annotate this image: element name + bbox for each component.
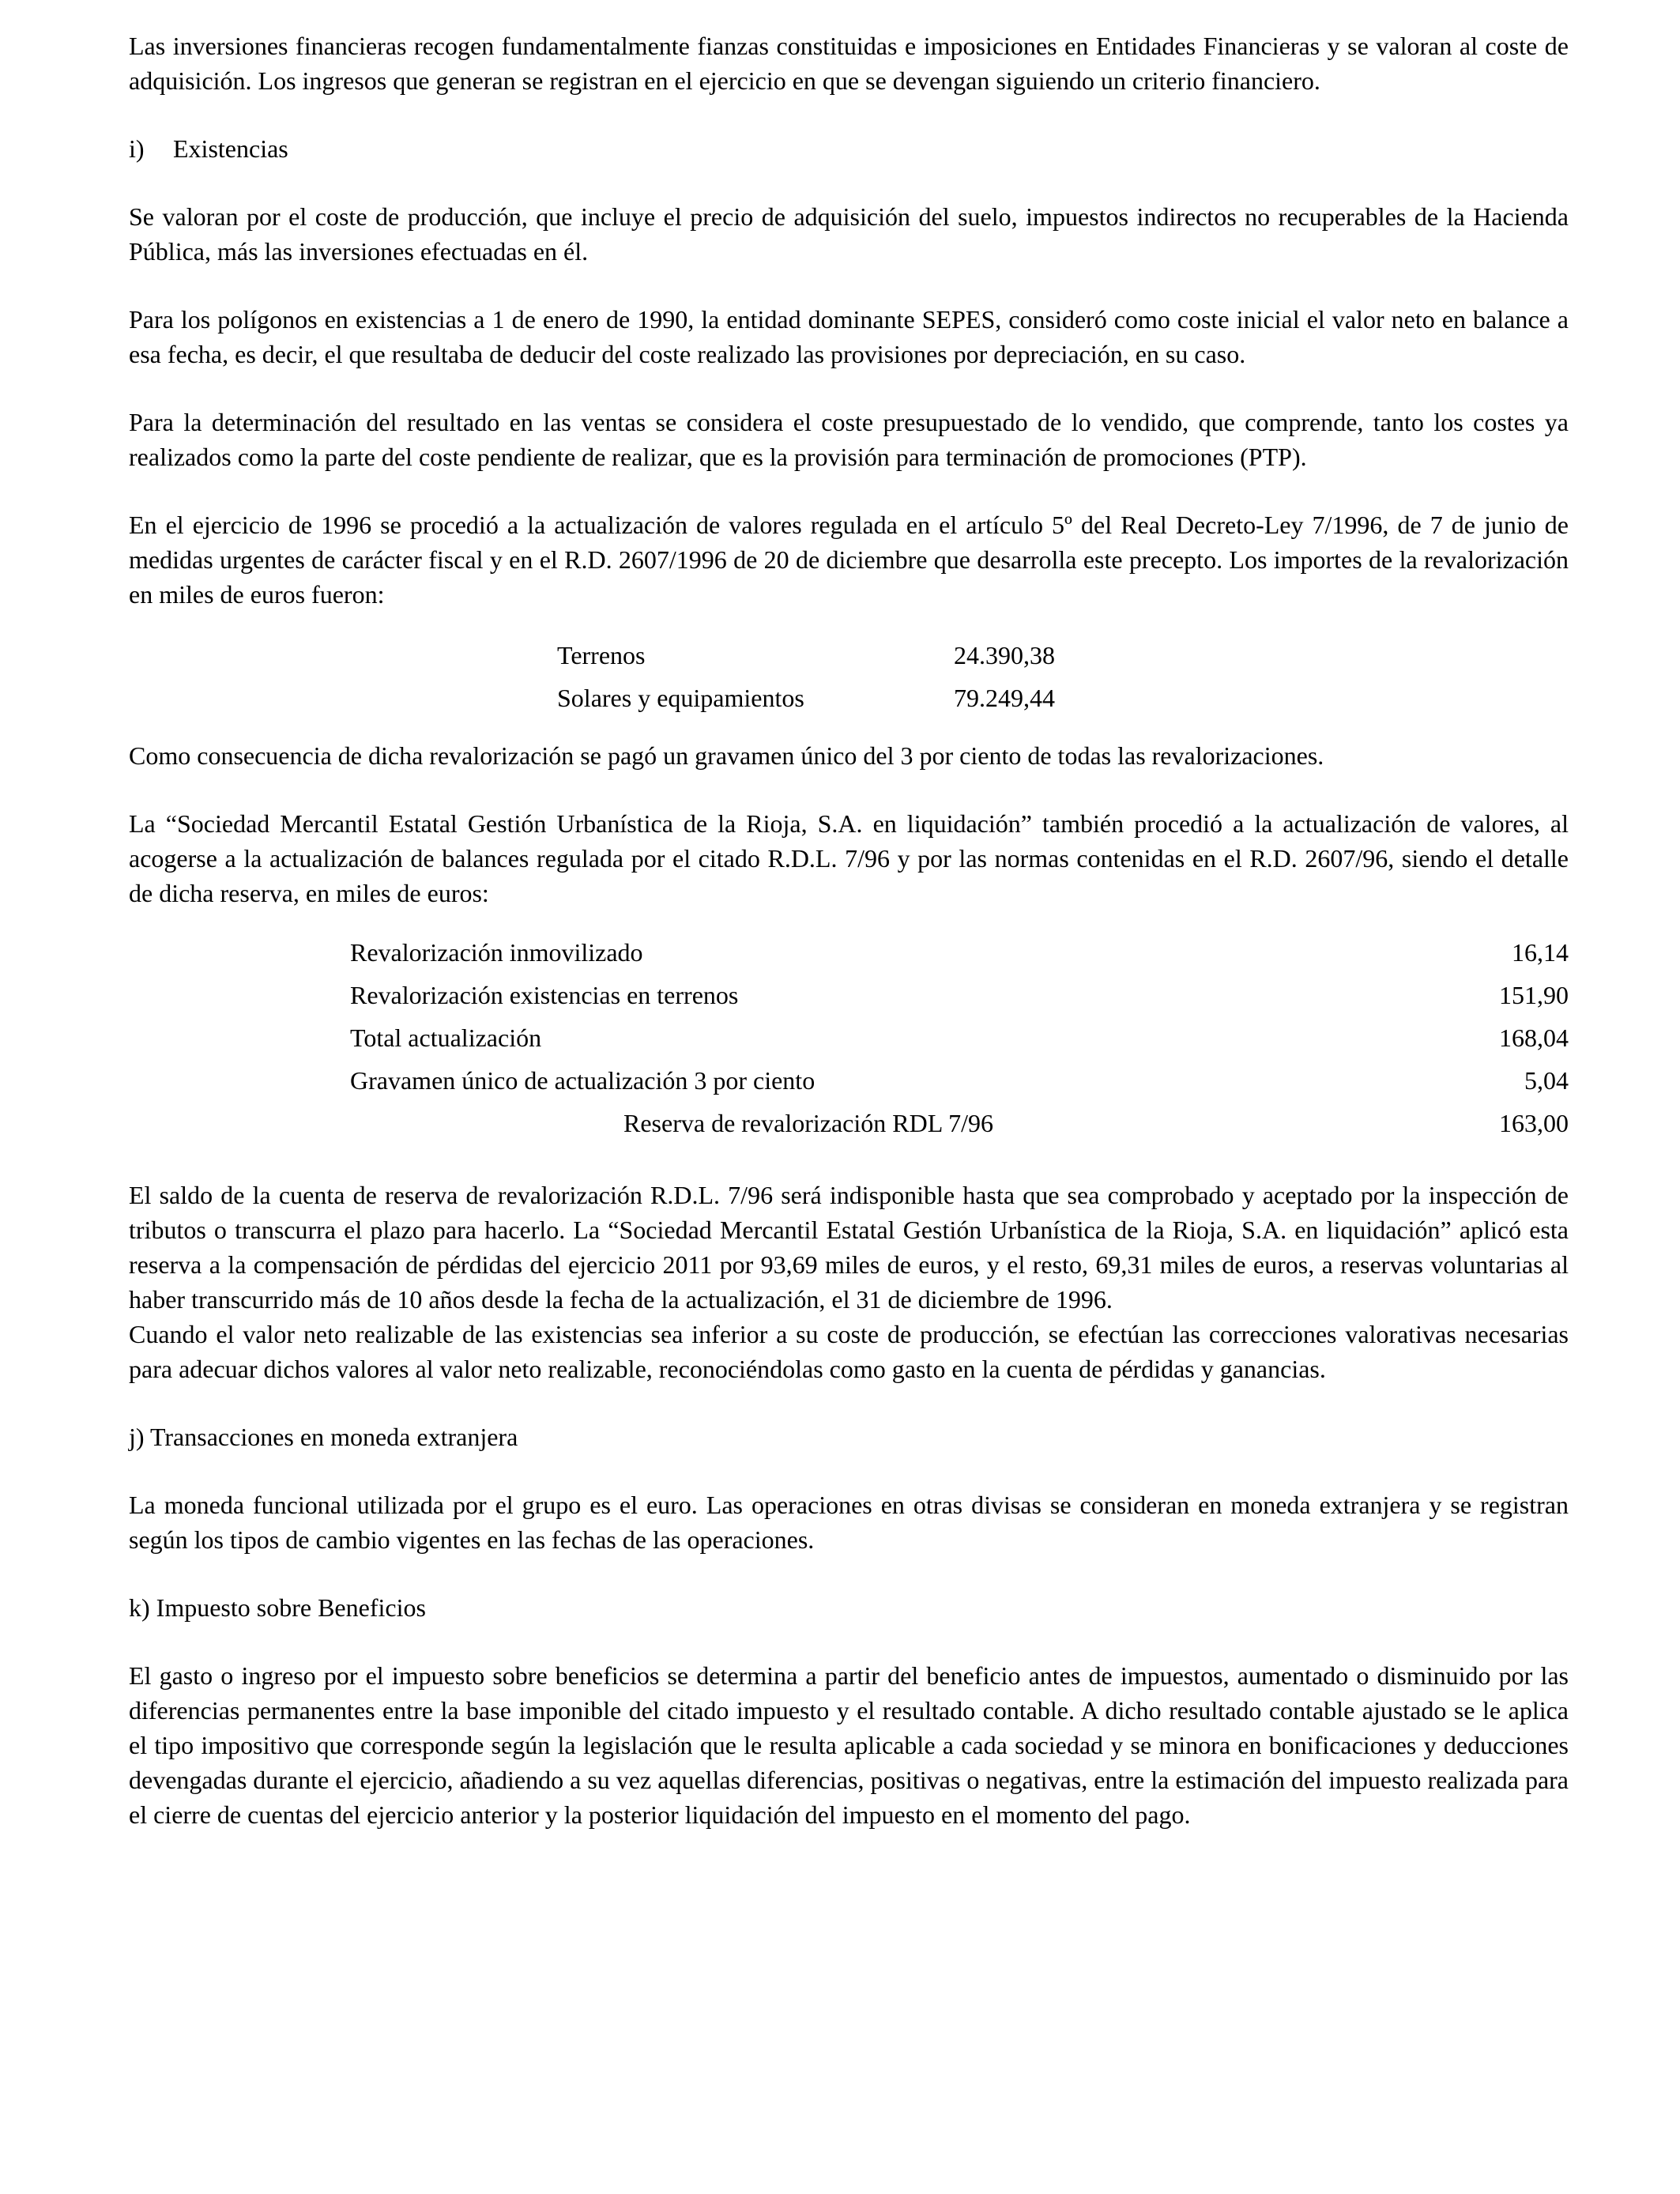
table-row (350, 1016, 1569, 1059)
row-value: 163,00 (1499, 1109, 1569, 1137)
row-value: 151,90 (1499, 981, 1569, 1009)
section-heading-existencias (129, 131, 1569, 166)
paragraph-actualizacion-1996: En el ejercicio de 1996 se procedió a la actualización de valores regulada en el artículo 5º del Real Decreto-Ley 7/1996, de 7 de junio de medidas urgentes de carácter fiscal y en el R.D. 2607/1996 de 20 de diciembre que desarrolla este precepto. Los importes de la revalorización en miles de euros fueron: (129, 511, 1569, 609)
row-label: Terrenos (557, 641, 646, 669)
table-row (557, 677, 1112, 719)
table-row (557, 634, 1112, 677)
paragraph-inversiones-financieras: Las inversiones financieras recogen fundamentalmente fianzas constituidas e imposiciones en Entidades Financieras y se valoran al coste de adquisición. Los ingresos que generan se registran en el ejercicio en que se devengan siguiendo un criterio financiero. (129, 32, 1569, 95)
paragraph-moneda-funcional: La moneda funcional utilizada por el grupo es el euro. Las operaciones en otras divisas se consideran en moneda extranjera y se registran según los tipos de cambio vigentes en las fechas de las operaciones. (129, 1491, 1569, 1554)
row-value: 16,14 (1512, 938, 1569, 967)
row-label: Solares y equipamientos (557, 684, 804, 712)
revalorizacion-table (557, 634, 1112, 719)
section-title: Existencias (173, 134, 288, 163)
row-value: 24.390,38 (954, 641, 1055, 669)
section-heading-moneda-extranjera: j) Transacciones en moneda extranjera (129, 1423, 518, 1451)
section-heading-impuesto-beneficios: k) Impuesto sobre Beneficios (129, 1593, 426, 1622)
paragraph-saldo-reserva: El saldo de la cuenta de reserva de revalorización R.D.L. 7/96 será indisponible hasta que sea comprobado y aceptado por la inspección de tributos o transcurra el plazo para hacerlo. La “Sociedad Mercantil Estatal Gestión Urbanística de la Rioja, S.A. en liquidación” aplicó esta reserva a la compensación de pérdidas del ejercicio 2011 por 93,69 miles de euros, y el resto, 69,31 miles de euros, a reservas voluntarias al haber transcurrido más de 10 años desde la fecha de la actualización, el 31 de diciembre de 1996. (129, 1181, 1569, 1314)
row-label: Revalorización existencias en terrenos (350, 981, 739, 1009)
reserva-table (350, 931, 1569, 1144)
paragraph-valor-neto-realizable: Cuando el valor neto realizable de las existencias sea inferior a su coste de producción, se efectúan las correcciones valorativas necesarias para adecuar dichos valores al valor neto realizable, reconociéndolas como gasto en la cuenta de pérdidas y ganancias. (129, 1320, 1569, 1383)
table-row (350, 974, 1569, 1016)
row-value: 168,04 (1499, 1023, 1569, 1052)
row-value: 5,04 (1524, 1066, 1569, 1095)
row-label: Gravamen único de actualización 3 por ciento (350, 1066, 816, 1095)
row-label: Total actualización (350, 1023, 542, 1052)
table-row (350, 1059, 1569, 1102)
paragraph-gravamen: Como consecuencia de dicha revalorización se pagó un gravamen único del 3 por ciento de todas las revalorizaciones. (129, 741, 1324, 770)
row-label: Reserva de revalorización RDL 7/96 (623, 1109, 993, 1137)
document-page (129, 28, 1569, 1832)
paragraph-impuesto-beneficios: El gasto o ingreso por el impuesto sobre beneficios se determina a partir del beneficio antes de impuestos, aumentado o disminuido por las diferencias permanentes entre la base imponible del citado impuesto y el resultado contable. A dicho resultado contable ajustado se le aplica el tipo impositivo que corresponde según la legislación que le resulta aplicable a cada sociedad y se minora en bonificaciones y deducciones devengadas durante el ejercicio, añadiendo a su vez aquellas diferencias, positivas o negativas, entre la estimación del impuesto realizada para el cierre de cuentas del ejercicio anterior y la posterior liquidación del impuesto en el momento del pago. (129, 1661, 1569, 1829)
paragraph-sociedad-rioja: La “Sociedad Mercantil Estatal Gestión Urbanística de la Rioja, S.A. en liquidación” también procedió a la actualización de valores, al acogerse a la actualización de balances regulada por el citado R.D.L. 7/96 y por las normas contenidas en el R.D. 2607/96, siendo el detalle de dicha reserva, en miles de euros: (129, 809, 1569, 907)
section-label: i) (129, 134, 145, 163)
paragraph-valoracion-coste: Se valoran por el coste de producción, que incluye el precio de adquisición del suelo, impuestos indirectos no recuperables de la Hacienda Pública, más las inversiones efectuadas en él. (129, 202, 1569, 266)
table-row-total (350, 1102, 1569, 1144)
table-row (350, 931, 1569, 974)
paragraph-poligonos: Para los polígonos en existencias a 1 de enero de 1990, la entidad dominante SEPES, consideró como coste inicial el valor neto en balance a esa fecha, es decir, el que resultaba de deducir del coste realizado las provisiones por depreciación, en su caso. (129, 305, 1569, 368)
row-label: Revalorización inmovilizado (350, 938, 643, 967)
row-value: 79.249,44 (954, 684, 1055, 712)
paragraph-resultado-ventas: Para la determinación del resultado en las ventas se considera el coste presupuestado de lo vendido, que comprende, tanto los costes ya realizados como la parte del coste pendiente de realizar, que es la provisión para terminación de promociones (PTP). (129, 408, 1569, 471)
